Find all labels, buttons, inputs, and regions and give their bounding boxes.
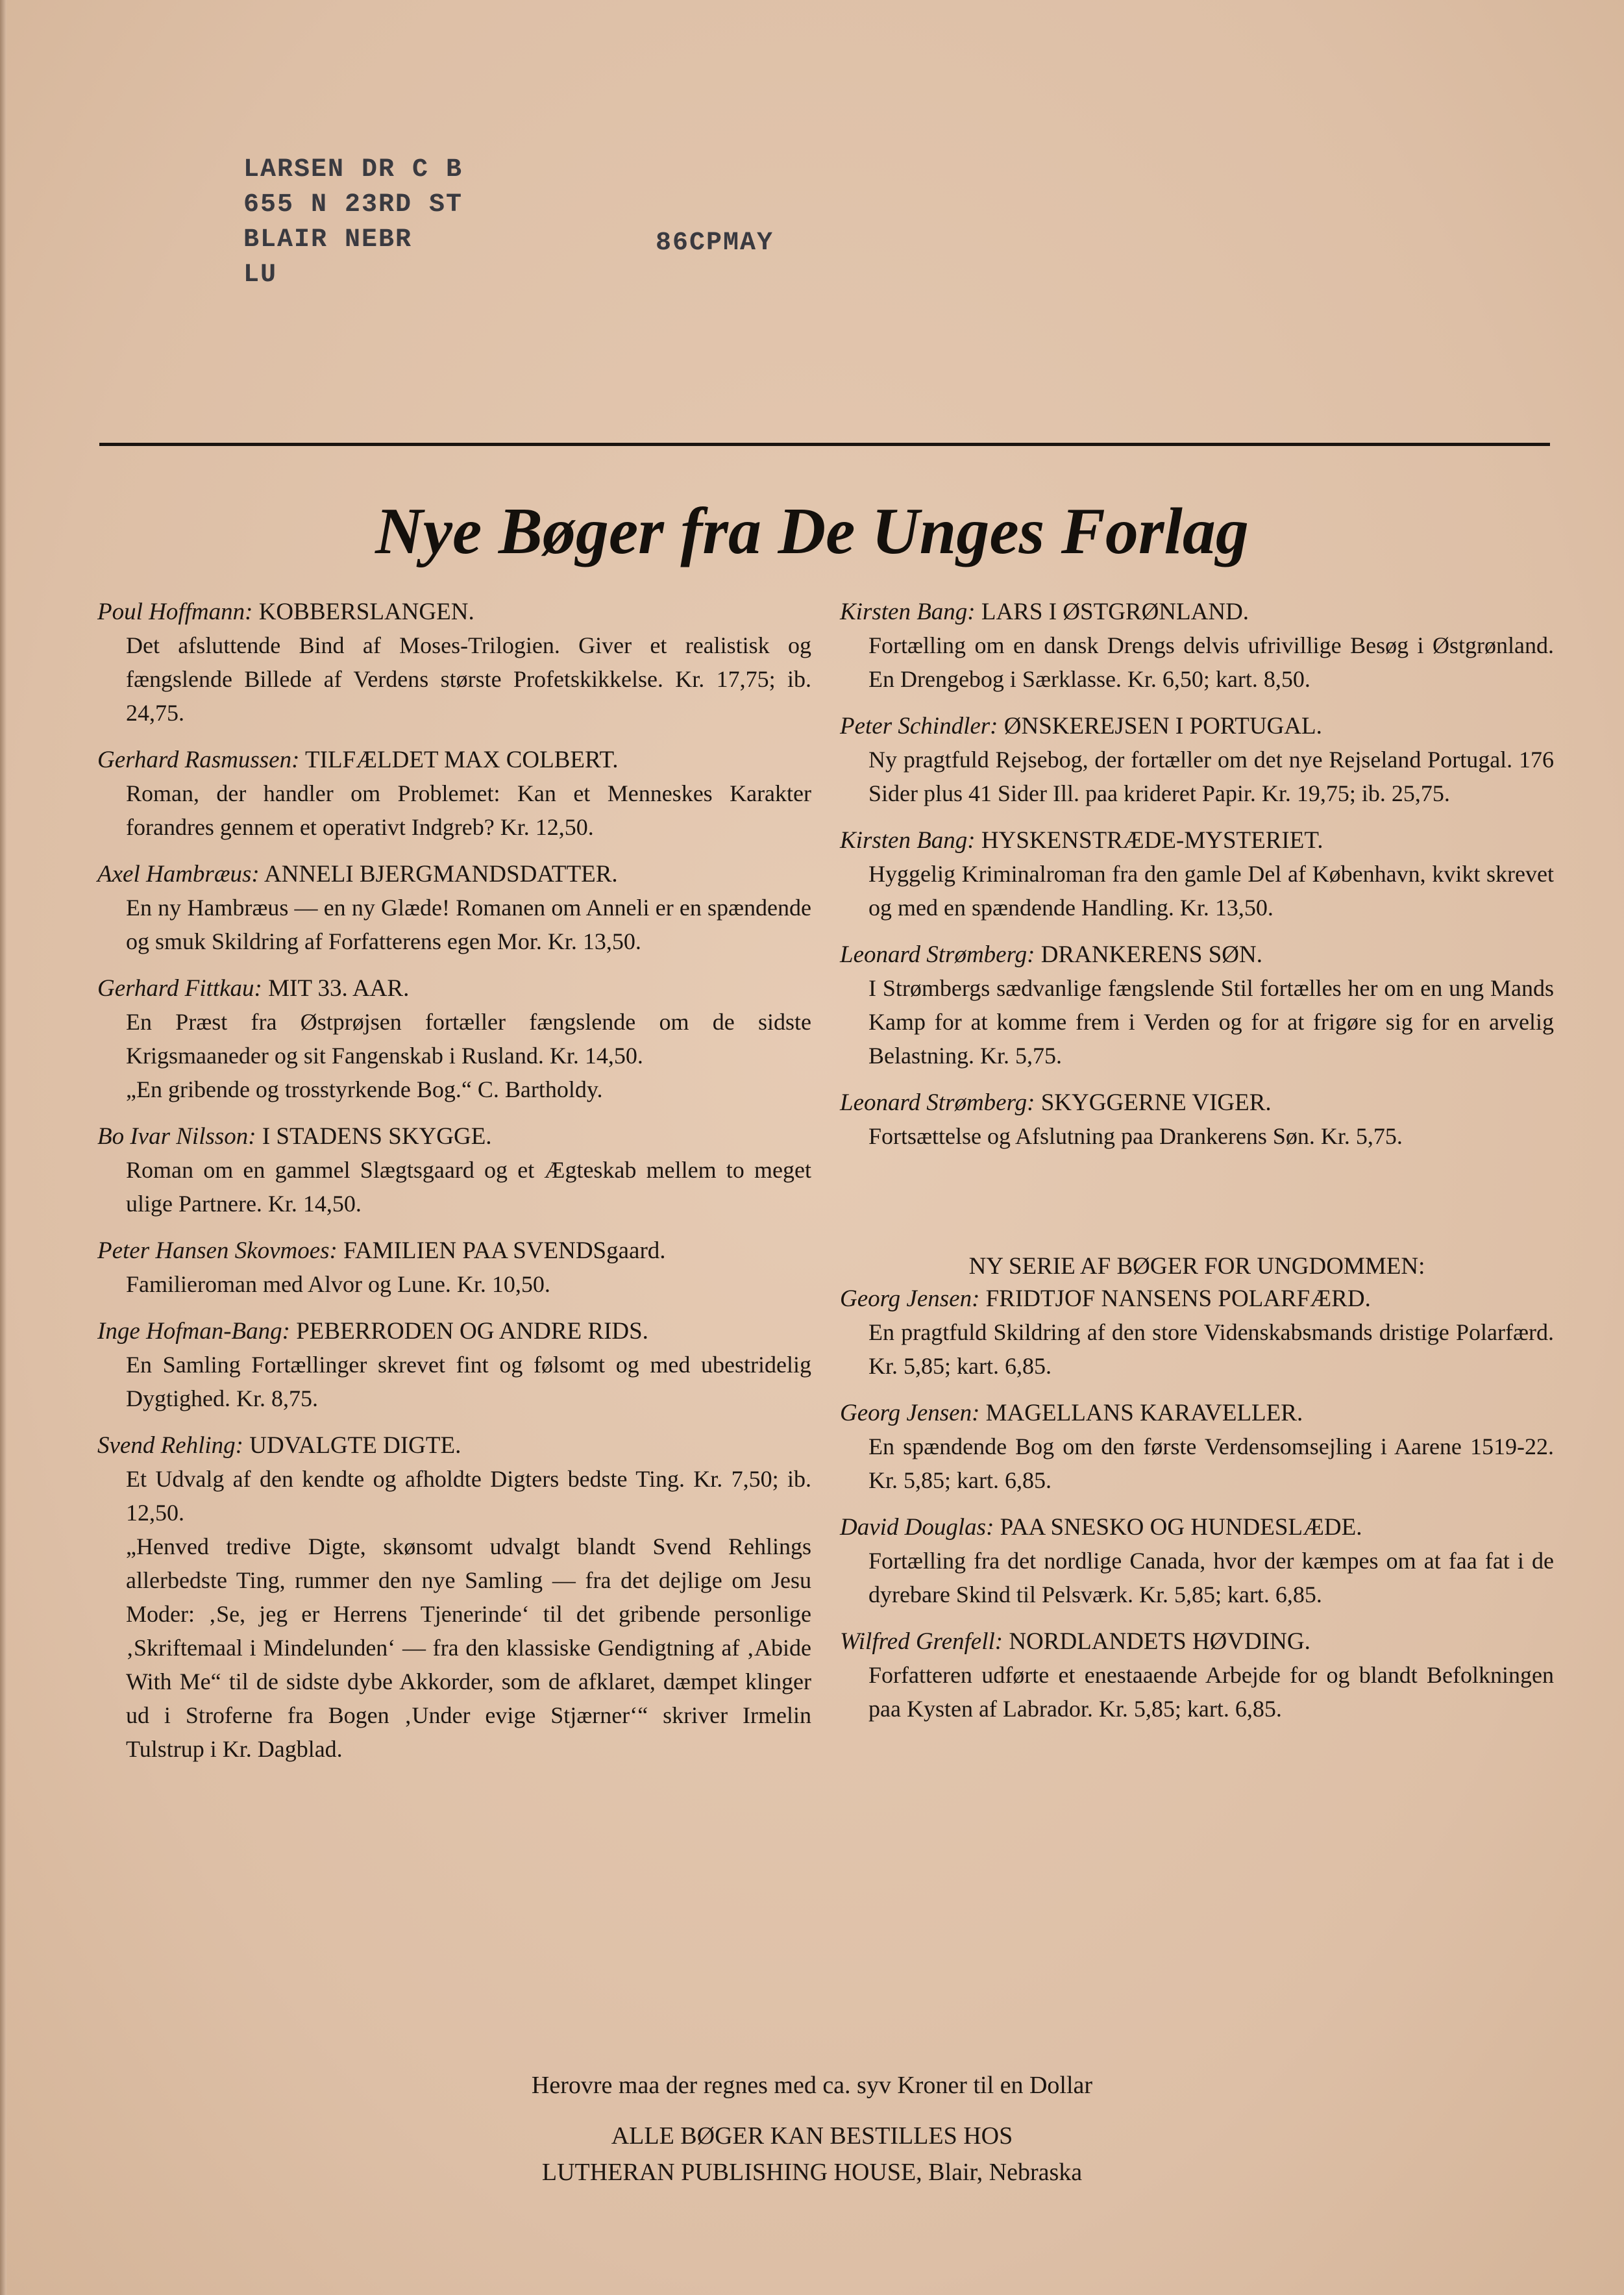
page-edge [0,0,6,2295]
book-description: Forfatteren udførte et enestaaende Arbejde for og blandt Befolkningen paa Kysten af Labrador. Kr. 5,85; kart. 6,85. [868,1662,1554,1722]
book-description: Fortælling om en dansk Drengs delvis ufrivillige Besøg i Østgrønland. En Drengebog i Særklasse. Kr. 6,50; kart. 8,50. [868,632,1554,692]
book-author: Poul Hoffmann: [97,599,253,625]
book-description: En ny Hambræus — en ny Glæde! Romanen om Anneli er en spændende og smuk Skildring af Forfatterens egen Mor. Kr. 13,50. [126,895,811,954]
order-info [0,2118,1624,2190]
book-author: David Douglas: [840,1514,994,1541]
book-author: Leonard Strømberg: [840,941,1035,968]
book-author: Wilfred Grenfell: [840,1628,1003,1655]
book-author: Leonard Strømberg: [840,1089,1035,1116]
book-title: MIT 33. AAR. [268,975,410,1002]
book-entry [840,1626,1554,1726]
book-title: KOBBERSLANGEN. [258,599,474,625]
order-line: ALLE BØGER KAN BESTILLES HOS [611,2122,1013,2150]
book-author: Kirsten Bang: [840,599,976,625]
book-entry [97,744,811,844]
book-author: Gerhard Rasmussen: [97,747,300,773]
page-title: Nye Bøger fra De Unges Forlag [375,495,1249,568]
horizontal-rule [99,443,1550,446]
book-author: Peter Hansen Skovmoes: [97,1237,338,1264]
book-description: Fortsættelse og Afslutning paa Drankerens Søn. Kr. 5,75. [868,1123,1403,1149]
book-author: Georg Jensen: [840,1285,980,1312]
book-author: Kirsten Bang: [840,827,976,854]
book-entry [840,1087,1554,1153]
book-entry [97,1315,811,1415]
book-author: Inge Hofman-Bang: [97,1318,290,1345]
book-description: Roman, der handler om Problemet: Kan et Menneskes Karakter forandres gennem et operativt Indgreb? Kr. 12,50. [126,780,811,840]
address-line-code: LU [243,260,278,290]
book-title: TILFÆLDET MAX COLBERT. [305,747,619,773]
book-title: UDVALGTE DIGTE. [249,1432,461,1459]
exchange-rate-note: Herovre maa der regnes med ca. syv Kroner til en Dollar [531,2072,1093,2099]
address-line-name: LARSEN DR C B [243,155,463,184]
address-line-street: 655 N 23RD ST [243,190,463,219]
book-title: MAGELLANS KARAVELLER. [985,1400,1303,1426]
publisher-line: LUTHERAN PUBLISHING HOUSE, Blair, Nebraska [541,2159,1083,2186]
book-entry [97,1430,811,1766]
address-line-city: BLAIR NEBR [243,225,413,254]
mailing-code: 86CPMAY [656,229,774,258]
book-description: Hyggelig Kriminalroman fra den gamle Del af København, kvikt skrevet og med en spændende Handling. Kr. 13,50. [868,861,1554,921]
book-title: DRANKERENS SØN. [1040,941,1262,968]
book-entry [840,1397,1554,1497]
book-author: Bo Ivar Nilsson: [97,1123,256,1150]
book-description: En spændende Bog om den første Verdensomsejling i Aarene 1519-22. Kr. 5,85; kart. 6,85. [868,1433,1554,1493]
book-description: Ny pragtfuld Rejsebog, der fortæller om det nye Rejseland Portugal. 176 Sider plus 41 Sider Ill. paa krideret Papir. Kr. 19,75; ib. 25,75. [868,747,1554,806]
book-entry [97,1235,811,1301]
book-entry [97,1121,811,1221]
book-author: Gerhard Fittkau: [97,975,262,1002]
book-title: SKYGGERNE VIGER. [1040,1089,1272,1116]
book-title: HYSKENSTRÆDE-MYSTERIET. [981,827,1323,854]
book-review-quote: „En gribende og trosstyrkende Bog.“ C. Bartholdy. [126,1076,603,1102]
book-author: Axel Hambræus: [97,861,260,887]
book-entry [97,858,811,958]
book-title: LARS I ØSTGRØNLAND. [981,599,1249,625]
left-column [97,596,811,1780]
book-entry [97,596,811,730]
book-title: NORDLANDETS HØVDING. [1009,1628,1310,1655]
book-entry [97,973,811,1106]
book-entry [840,1283,1554,1383]
book-author: Svend Rehling: [97,1432,243,1459]
book-entry [840,825,1554,924]
book-description: Familieroman med Alvor og Lune. Kr. 10,50. [126,1271,550,1297]
book-title: PAA SNESKO OG HUNDESLÆDE. [1000,1514,1362,1541]
book-title: FRIDTJOF NANSENS POLARFÆRD. [985,1285,1371,1312]
book-title: I STADENS SKYGGE. [262,1123,492,1150]
book-description: Det afsluttende Bind af Moses-Trilogien. Giver et realistisk og fængslende Billede af Verdens største Profetskikkelse. Kr. 17,75; ib. 24,75. [126,632,811,726]
book-entry [840,939,1554,1073]
book-description: En Samling Fortællinger skrevet fint og følsomt og med ubestridelig Dygtighed. Kr. 8,75. [126,1352,811,1411]
right-column [840,596,1554,1740]
book-entry [840,1511,1554,1611]
book-review-quote: „Henved tredive Digte, skønsomt udvalgt blandt Svend Rehlings allerbedste Ting, rummer den nye Samling — fra det dejlige om Jesu Moder: ‚Se, jeg er Herrens Tjenerinde‘ til det gribende personlige ‚Skriftemaal i Mindelunden‘ — fra den klassiske Gendigtning af ‚Abide With Me“ til de sidste dybe Akkorder, som de afklaret, dæmpet klinger ud i Stroferne fra Bogen ‚Under evige Stjærner‘“ skriver Irmelin Tulstrup i Kr. Dagblad. [126,1533,811,1762]
book-description: En Præst fra Østprøjsen fortæller fængslende om de sidste Krigsmaaneder og sit Fangenskab i Rusland. Kr. 14,50. [126,1009,811,1069]
book-description: Et Udvalg af den kendte og afholdte Digters bedste Ting. Kr. 7,50; ib. 12,50. [126,1466,811,1526]
book-entry [840,710,1554,810]
book-title: ØNSKEREJSEN I PORTUGAL. [1003,713,1322,739]
book-description: Roman om en gammel Slægtsgaard og et Ægteskab mellem to meget ulige Partnere. Kr. 14,50. [126,1157,811,1217]
book-title: FAMILIEN PAA SVENDSgaard. [343,1237,666,1264]
mailing-address-label [243,153,463,293]
book-description: Fortælling fra det nordlige Canada, hvor der kæmpes om at faa fat i de dyrebare Skind til Pelsværk. Kr. 5,85; kart. 6,85. [868,1548,1554,1607]
book-title: PEBERRODEN OG ANDRE RIDS. [296,1318,648,1345]
book-author: Georg Jensen: [840,1400,980,1426]
series-heading: NY SERIE AF BØGER FOR UNGDOMMEN: [968,1253,1425,1280]
book-author: Peter Schindler: [840,713,998,739]
book-description: En pragtfuld Skildring af den store Videnskabsmands dristige Polarfærd. Kr. 5,85; kart. 6,85. [868,1319,1554,1379]
book-description: I Strømbergs sædvanlige fængslende Stil fortælles her om en ung Mands Kamp for at komme frem i Verden og for at frigøre sig for en arvelig Belastning. Kr. 5,75. [868,975,1554,1069]
book-title: ANNELI BJERGMANDSDATTER. [264,861,618,887]
book-entry [840,596,1554,696]
